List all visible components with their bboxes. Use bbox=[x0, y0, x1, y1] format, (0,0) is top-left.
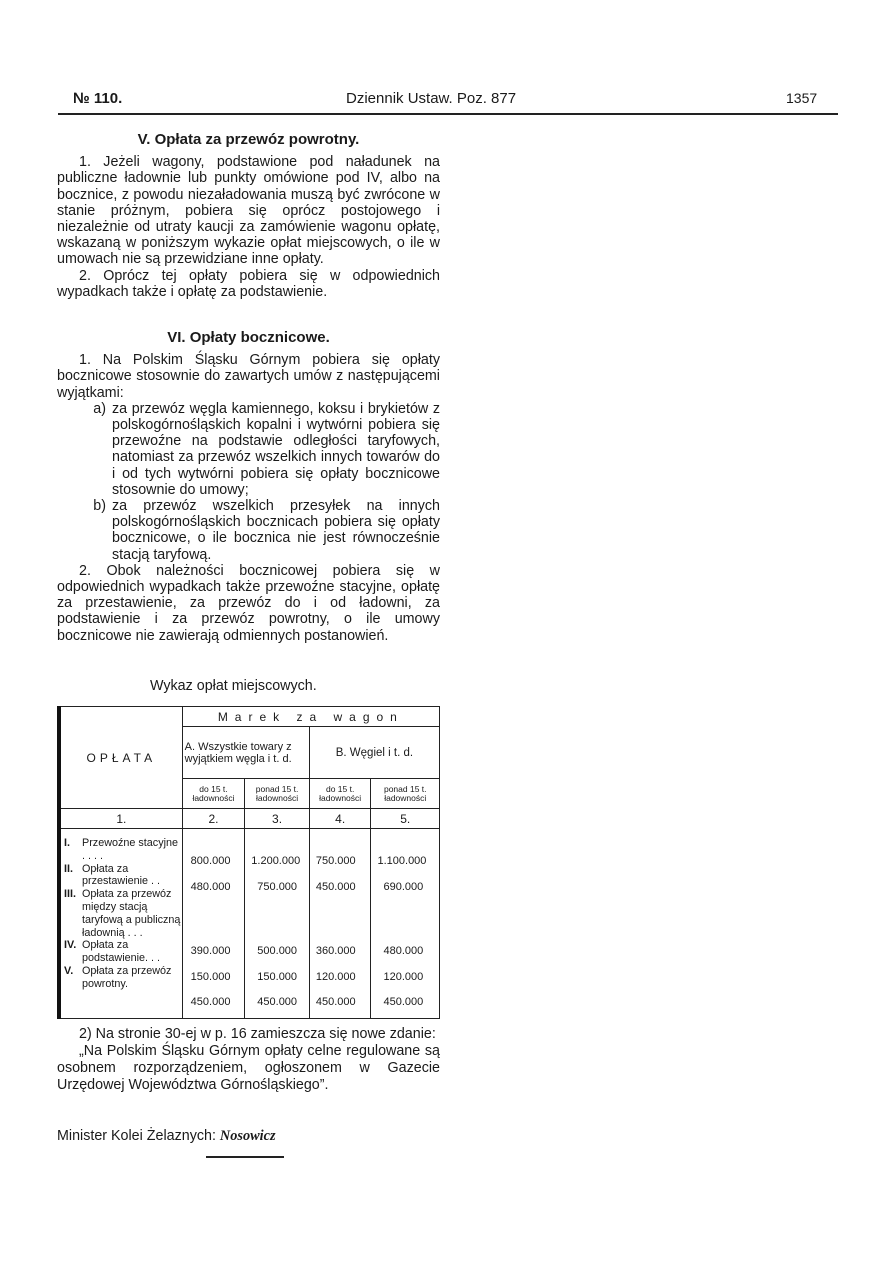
section-vi-title: VI. Opłaty bocznicowe. bbox=[167, 329, 330, 346]
section-vi-paragraph-2: 2. Obok należności bocznicowej pobiera się w odpowiednich wypadkach także przewoźne stacyjne, opłatę za przestawienie, za przewóz do i od ładowni, za podstawienie i za przewóz powrotny, o ile umowy bocznicowe nie zawierają odmiennych postanowień. bbox=[57, 562, 440, 644]
section-vi bbox=[57, 330, 440, 644]
signature-role: Minister Kolei Żelaznych: bbox=[57, 1128, 216, 1144]
cell-value: 150.000 bbox=[257, 971, 298, 983]
section-v-paragraph-1: 1. Jeżeli wagony, podstawione pod naładunek na publiczne ładownie lub punkty omówione pod IV, albo na bocznice, z powodu niezaładowania muszą być zwrócone w stanie próżnym, pobiera się oprócz postojowego i niezależnie od utraty kaucji za zamówienie wagonu opłatę, wskazaną w poniższym wykazie opłat miejscowych, o ile w umowach nie są przewidziane inne opłaty. bbox=[57, 154, 440, 268]
cell-value: 450.000 bbox=[257, 996, 298, 1008]
item-a-label: a) bbox=[93, 400, 106, 417]
subheader-col-2: do 15 t. ładowności bbox=[182, 779, 245, 809]
col-number-2: 2. bbox=[182, 809, 245, 829]
section-vi-item-a bbox=[57, 401, 440, 498]
cell-value: 450.000 bbox=[383, 996, 424, 1008]
item-b-label: b) bbox=[93, 498, 106, 515]
section-vi-paragraph-1: 1. Na Polskim Śląsku Górnym pobiera się opłaty bocznicowe stosownie do zawartych umów z następującemi wyjątkami: bbox=[57, 352, 440, 401]
values-col-4 bbox=[309, 829, 371, 1019]
cell-value: 800.000 bbox=[190, 855, 231, 867]
cell-value: 1.100.000 bbox=[377, 855, 427, 867]
row-labels-cell bbox=[59, 829, 182, 1019]
cell-value: 480.000 bbox=[190, 881, 231, 893]
item-a-text: za przewóz węgla kamiennego, koksu i brykietów z polskogórnośląskich kopalni i wytwórni pobiera się przewoźne na podstawie odległości taryfowych, natomiast za przewóz wszelkich innych towarów do i od tych wytwórni pobiera się opłaty bocznicowe stosownie do umowy; bbox=[112, 400, 440, 498]
values-col-3 bbox=[245, 829, 310, 1019]
header-group-b: B. Węgiel i t. d. bbox=[309, 727, 439, 779]
cell-value: 120.000 bbox=[383, 971, 424, 983]
cell-value: 450.000 bbox=[315, 996, 356, 1008]
section-v-title: V. Opłata za przewóz powrotny. bbox=[137, 131, 360, 148]
table-row: IV. Opłata za podstawienie. . . bbox=[64, 939, 161, 965]
col-number-1: 1. bbox=[59, 809, 182, 829]
cell-value: 120.000 bbox=[315, 971, 356, 983]
cell-value: 750.000 bbox=[257, 881, 298, 893]
signature bbox=[57, 1128, 276, 1145]
cell-value: 500.000 bbox=[257, 945, 298, 957]
cell-value: 450.000 bbox=[315, 881, 356, 893]
subheader-col-4: do 15 t. ładowności bbox=[309, 779, 371, 809]
cell-value: 480.000 bbox=[383, 945, 424, 957]
cell-value: 750.000 bbox=[315, 855, 356, 867]
cell-value: 150.000 bbox=[190, 971, 231, 983]
col-number-4: 4. bbox=[309, 809, 371, 829]
closing-paragraph-1: 2) Na stronie 30-ej w p. 16 zamieszcza się nowe zdanie: bbox=[79, 1026, 436, 1042]
section-v-paragraph-2: 2. Oprócz tej opłaty pobiera się w odpowiednich wypadkach także i opłatę za podstawienie. bbox=[57, 267, 440, 300]
table-row: III. Opłata za przewóz między stacją taryfową a publiczną ładownią . . . bbox=[64, 888, 181, 939]
table-row: V. Opłata za przewóz powrotny. bbox=[64, 964, 172, 990]
section-v bbox=[57, 132, 440, 300]
section-vi-item-b bbox=[57, 498, 440, 563]
header-oplata: OPŁATA bbox=[59, 707, 182, 809]
header-group-a: A. Wszystkie towary z wyjątkiem węgla i t. d. bbox=[182, 727, 309, 779]
subheader-col-5: ponad 15 t. ładowności bbox=[371, 779, 440, 809]
item-b-text: za przewóz wszelkich przesyłek na innych polskogórnośląskich bocznicach pobiera się opłaty bocznicowe, o ile bocznica nie jest równocześnie stacją taryfową. bbox=[112, 498, 440, 563]
table-row: II. Opłata za przestawienie . . bbox=[64, 862, 161, 888]
header-marek-za-wagon: Marek za wagon bbox=[182, 707, 439, 727]
closing-block bbox=[57, 1026, 440, 1094]
col-number-5: 5. bbox=[371, 809, 440, 829]
issue-number: № 110. bbox=[73, 90, 123, 107]
col-number-3: 3. bbox=[245, 809, 310, 829]
fee-table bbox=[57, 706, 440, 1019]
cell-value: 360.000 bbox=[315, 945, 356, 957]
cell-value: 390.000 bbox=[190, 945, 231, 957]
table-row: I. Przewoźne stacyjne . . . . bbox=[64, 837, 179, 862]
cell-value: 1.200.000 bbox=[251, 855, 301, 867]
values-col-5 bbox=[371, 829, 440, 1019]
header-rule bbox=[58, 113, 838, 115]
cell-value: 450.000 bbox=[190, 996, 231, 1008]
signature-name: Nosowicz bbox=[219, 1128, 276, 1144]
cell-value: 690.000 bbox=[383, 881, 424, 893]
subheader-col-3: ponad 15 t. ładowności bbox=[245, 779, 310, 809]
values-col-2 bbox=[182, 829, 245, 1019]
end-rule bbox=[206, 1156, 284, 1158]
table-title: Wykaz opłat miejscowych. bbox=[150, 678, 317, 694]
journal-title: Dziennik Ustaw. Poz. 877 bbox=[346, 90, 517, 107]
closing-paragraph-2: „Na Polskim Śląsku Górnym opłaty celne regulowane są osobnem rozporządzeniem, ogłoszonem w Gazecie Urzędowej Województwa Górnośląskiego”. bbox=[57, 1043, 440, 1093]
page-number: 1357 bbox=[786, 90, 818, 106]
